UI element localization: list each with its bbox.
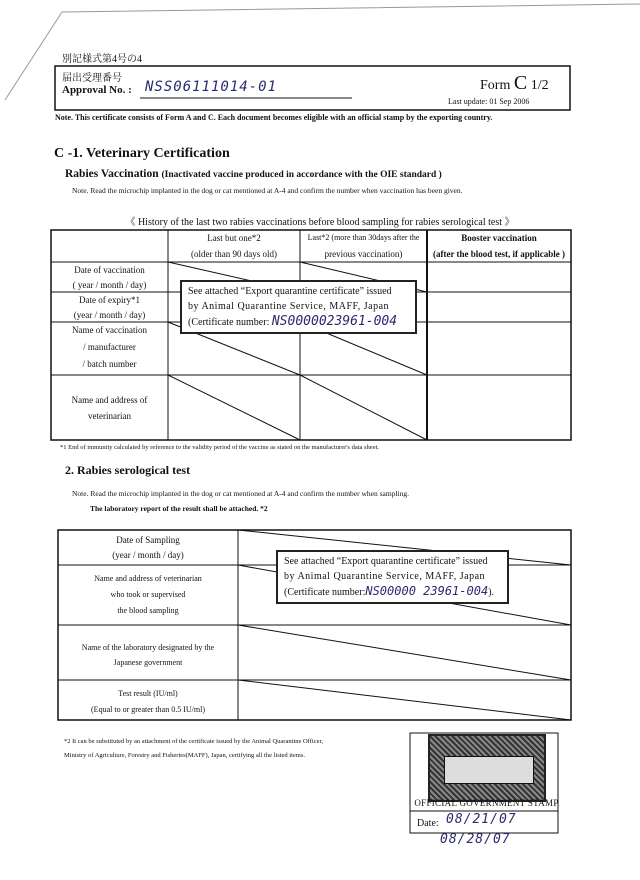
- col-last-but-one-sub: (older than 90 days old): [191, 249, 277, 259]
- rabies-vaccination-heading: [65, 168, 442, 180]
- form-page: 1/2: [530, 78, 549, 93]
- serology-note: Note. Read the microchip implanted in the dog or cat mentioned at A-4 and confirm the number when sampling.: [72, 489, 409, 498]
- row-sampling-vet: Name and address of veterinarian: [94, 574, 202, 583]
- stamp2-line-2: by Animal Quarantine Service, MAFF, Japan: [284, 571, 486, 582]
- date-label: Date:: [417, 818, 439, 829]
- approval-label: Approval No. :: [62, 84, 132, 96]
- vaccination-note: Note. Read the microchip implanted in the dog or cat mentioned at A-4 and confirm the number when vaccination has been given.: [72, 186, 463, 195]
- header-note: Note. This certificate consists of Form A and C. Each document becomes eligible with an official stamp by the exporting country.: [55, 113, 493, 122]
- form-label: Form: [480, 78, 511, 93]
- form-letter: C: [513, 72, 528, 94]
- col-last: Last*2 (more than 30days after the: [307, 233, 420, 242]
- row-manufacturer: / manufacturer: [83, 342, 136, 352]
- stamp2-line-1: See attached “Export quarantine certificate” issued: [284, 556, 488, 567]
- row-lab-2: Japanese government: [113, 658, 183, 667]
- form-id: [480, 72, 549, 95]
- footnote-1: *1 End of immunity calculated by reference to the validity period of the vaccine as stated on the manufacturer's data sheet.: [60, 444, 380, 451]
- certificate-stamp-2: [276, 550, 509, 604]
- stamp2-cert-number: NS00000 23961-004: [365, 584, 489, 598]
- subtitle-rest: (Inactivated vaccine produced in accordance with the OIE standard ): [161, 170, 442, 180]
- serology-note-2: The laboratory report of the result shall be attached. *2: [90, 504, 268, 513]
- last-update: Last update: 01 Sep 2006: [448, 97, 530, 106]
- row-date-vaccination-fmt: ( year / month / day): [72, 280, 147, 290]
- row-date-expiry: Date of expiry*1: [79, 295, 140, 305]
- row-vet-name-2: veterinarian: [88, 411, 131, 421]
- row-vaccine-name: Name of vaccination: [72, 325, 147, 335]
- footnote-2: *2 It can be substituted by an attachment of the certificate issued by the Animal Quarantine Officer,: [64, 738, 323, 745]
- row-date-expiry-fmt: (year / month / day): [73, 310, 146, 320]
- row-vet-name: Name and address of: [71, 395, 148, 405]
- stamp2-line-3: [284, 584, 501, 600]
- government-stamp-seal: [428, 734, 546, 802]
- row-test-result-2: (Equal to or greater than 0.5 IU/ml): [91, 705, 205, 714]
- row-sampling-date: Date of Sampling: [116, 535, 180, 545]
- row-lab: Name of the laboratory designated by the: [81, 643, 215, 652]
- receipt-label: 届出受理番号: [62, 73, 122, 84]
- stamp2-cert-label: (Certificate number:: [284, 587, 366, 598]
- certificate-stamp: [180, 280, 417, 334]
- stamp-line-2: by Animal Quarantine Service, MAFF, Japan: [188, 301, 390, 312]
- section-title: C -1. Veterinary Certification: [54, 146, 230, 161]
- stamp-line-1: See attached “Export quarantine certificate” issued: [188, 286, 392, 297]
- stamp2-end: ).: [488, 587, 495, 598]
- date-handwritten-1: 08/21/07: [446, 812, 517, 827]
- row-sampling-date-fmt: (year / month / day): [112, 550, 184, 560]
- subtitle: Rabies Vaccination: [65, 168, 159, 180]
- approval-number: NSS06111014-01: [145, 79, 278, 95]
- stamp-cert-label: (Certificate number:: [188, 317, 270, 328]
- row-batch: / batch number: [82, 359, 137, 369]
- stamp-cert-number: NS0000023961-004: [271, 314, 398, 329]
- stamp-line-3: [188, 314, 409, 330]
- official-stamp-label: OFFICIAL GOVERNMENT STAMP: [414, 798, 559, 808]
- row-sampling-vet-3: the blood sampling: [117, 606, 179, 615]
- form-ref: 別記様式第4号の4: [62, 54, 142, 65]
- col-last-but-one: Last but one*2: [207, 233, 261, 243]
- serology-title: 2. Rabies serological test: [65, 463, 191, 477]
- col-booster: Booster vaccination: [461, 233, 537, 243]
- row-date-vaccination: Date of vaccination: [74, 265, 145, 275]
- col-last-sub: previous vaccination): [324, 249, 403, 259]
- row-test-result: Test result (IU/ml): [118, 689, 178, 698]
- col-booster-sub: (after the blood test, if applicable ): [432, 249, 566, 259]
- history-title: 《 History of the last two rabies vaccinations before blood sampling for rabies serological test 》: [125, 217, 515, 228]
- footnote-2b: Ministry of Agriculture, Forestry and Fisheries(MAFF), Japan, certifying all the listed items.: [64, 752, 306, 759]
- date-handwritten-2: 08/28/07: [440, 832, 511, 847]
- row-sampling-vet-2: who took or supervised: [110, 590, 186, 599]
